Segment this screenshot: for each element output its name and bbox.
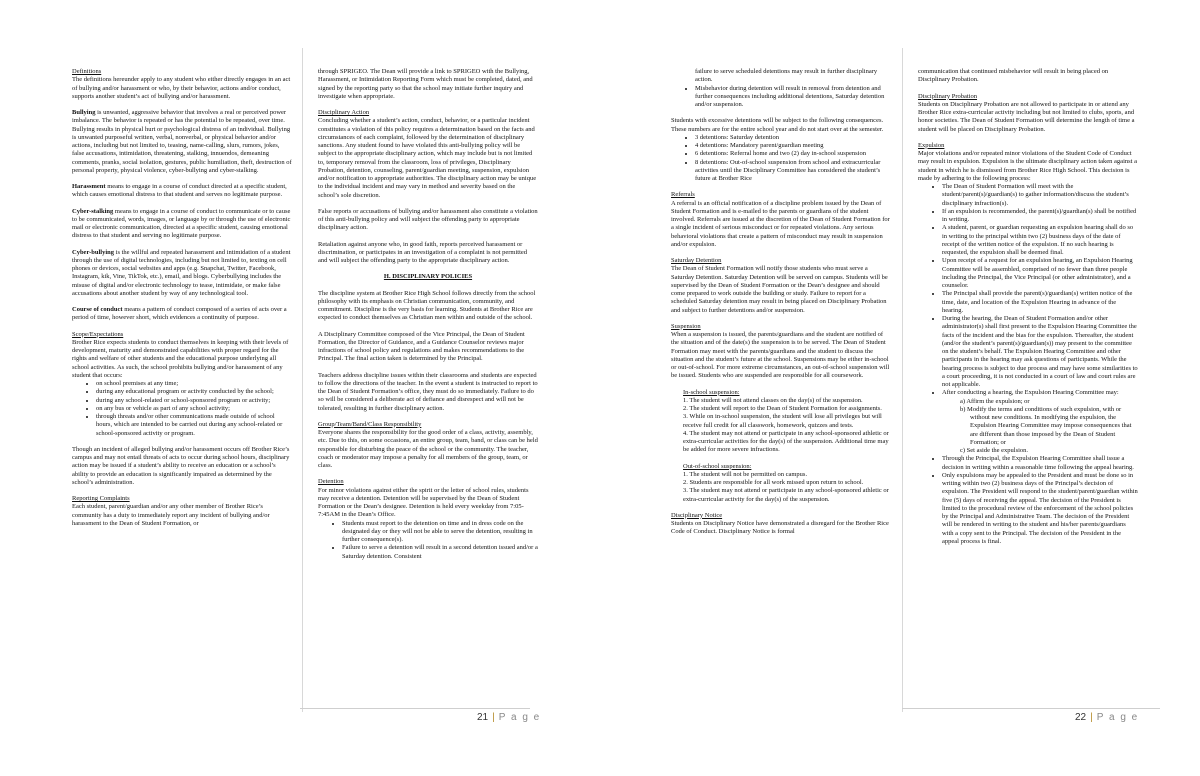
page-label: P a g e (498, 712, 541, 723)
notice-continued-text: communication that continued misbehavior will result in being placed on Disciplinary Probation. (918, 68, 1109, 84)
definitions-text: The definitions hereunder apply to any student who either directly engages in an act of bullying and/or harassment or who, by their behavior, actions and/or conduct, supports another student’s act of bullying and/or harassment. (72, 76, 291, 100)
committee-text: A Disciplinary Committee composed of the Vice Principal, the Dean of Student Formation, the Director of Guidance, and a Guidance Counselor reviews major infractions of school policy and regulations and makes recommendations to the Principal. The final action taken is determined by the Principal. (318, 330, 525, 363)
list-item: • 8 detentions: Out-of-school suspension from school and extracurricular activities until the Disciplinary Committee has considered the student’s future at Brother Rice (695, 159, 891, 184)
out-of-school-heading: Out-of-school suspension: (683, 462, 752, 470)
detention-text: For minor violations against either the spirit or the letter of school rules, students may receive a detention. Detention will be supervised by the Dean of Student Formation or the Dean’s designee. Detention is held every weekday from 7:05-7:45AM in the Dean’s Office. (318, 486, 529, 519)
expulsion-process-list (918, 183, 1138, 546)
referrals-section (671, 191, 891, 249)
page-21-column-2 (318, 68, 538, 708)
retaliation-text: Retaliation against anyone who, in good faith, reports perceived harassment or discrimination, or participates in an investigation of a complaint is not permitted and will subject the offending party to the appropriate disciplinary action. (318, 240, 528, 264)
reporting-continued-text: through SPRIGEO. The Dean will provide a link to SPRIGEO with the Bullying, Harassment, or Intimidation Reporting Form which must be completed, dated, and signed by the reporting party so that the school may initiate further inquiry and investigate when appropriate. (318, 68, 533, 100)
saturday-detention-heading: Saturday Detention (671, 257, 722, 264)
disciplinary-action-heading: Disciplinary Action (318, 109, 370, 116)
false-reports-text: False reports or accusations of bullying and/or harassment also constitute a violation of this anti-bullying policy and will subject the offending party to appropriate disciplinary action. (318, 207, 538, 232)
list-item: • Misbehavior during detention will result in removal from detention and further consequences including additional detentions, Saturday detention and/or suspension. (695, 85, 891, 110)
list-item: • Failure to serve a detention will result in a second detention issued and/or a Saturday detention. Consistent (342, 544, 538, 561)
page-number: 21 (477, 712, 489, 723)
list-item: 4. The student may not attend or participate in any school-sponsored athletic or extra-curricular activities for the day(s) of the suspension. Additional time may be added for more severe infractions. (683, 429, 889, 454)
reporting-section (72, 495, 292, 528)
disciplinary-notice-text: Students on Disciplinary Notice have demonstrated a disregard for the Brother Rice Code of Conduct. Disciplinary Notice is formal (671, 520, 889, 536)
page-separator: | (1090, 712, 1093, 723)
list-item: • during any school-related or school-sponsored program or activity; (96, 397, 292, 405)
footer-rule-left (300, 708, 530, 709)
group-responsibility-section (318, 421, 538, 471)
list-item: 3. The student may not attend or participate in any school-sponsored athletic or extra-curricular activity for the day(s) of the suspension. (683, 487, 889, 503)
list-item: c) Set aside the expulsion. (960, 447, 1029, 454)
scope-section (72, 331, 292, 381)
list-item: b) Modify the terms and conditions of such expulsion, with or without new conditions. In modifying the expulsion, the Expulsion Hearing Committee may impose consequences that are different than those imposed by the Dean of Student Formation; or (960, 405, 1132, 446)
expulsion-heading: Expulsion (918, 141, 945, 149)
list-item: • on school premises at any time; (96, 380, 292, 388)
footer-rule-right (902, 708, 1160, 709)
disciplinary-notice-section (671, 512, 891, 537)
expulsion-section (918, 142, 1138, 183)
disciplinary-probation-section (918, 93, 1138, 134)
list-item: • Only expulsions may be appealed to the President and must be done so in writing within two (2) business days of the Principal’s decision of expulsion. The President will respond to the student/parent/guardian within five (5) days of receiving the appeal. The decision of the President is limited to the procedural review of the enforcement of the school policies by the Principal and Administrative Team. The decision of the President will be rendered in writing to the student and his/her parents/guardians with a copy sent to the Principal. The decision of the President in the appeal process is final. (942, 472, 1138, 546)
disciplinary-probation-text: Students on Disciplinary Probation are not allowed to participate in or attend any Brother Rice extra-curricular activity including but not limited to clubs, sports, and honor societies. The Dean of Student Formation will determine the length of time a student will be placed on Disciplinary Probation. (918, 100, 1135, 133)
detention-heading: Detention (318, 478, 344, 486)
list-item (942, 389, 1138, 455)
suspension-heading: Suspension (671, 322, 701, 330)
cyberbullying-text: is the willful and repeated harassment and intimidation of a student through the use of digital technologies, including but not limited to, texting on cell phones or devices, social websites and apps (e.g. Snapchat, Twitter, Facebook, Instagram, kik, Vine, TikTok, etc.), email, and blogs. Cyberbullying includes the misuse of digital and/or electronic technology to tease, intimidate, or make false accusations about another student by way of any technological tool. (72, 248, 291, 297)
page-22-column-2 (918, 68, 1138, 708)
list-item: • Upon receipt of a request for an expulsion hearing, an Expulsion Hearing Committee will be assembled, comprised of no fewer than three people including the Principal, the Vice Principal (or other administrator), and a counselor. (942, 257, 1138, 290)
list-item: • 3 detentions: Saturday detention (695, 134, 891, 142)
left-page-column-divider (302, 48, 303, 712)
group-responsibility-heading: Group/Team/Band/Class Responsibility (318, 420, 422, 428)
right-page-column-divider (902, 48, 903, 712)
list-item: 2. The student will report to the Dean of Student Formation for assignments. (683, 405, 882, 412)
list-item: • The Dean of Student Formation will meet with the student/parent(s)/guardian(s) to gather information/discuss the student’s disciplinary infraction(s). (942, 183, 1138, 208)
in-school-suspension-block (683, 389, 891, 455)
cyberstalking-text: means to engage in a course of conduct to communicate or to cause to be communicated, words, images, or language by or through the use of electronic mail or electronic communication, directed at a specific student, causing emotional distress to that student and serving no legitimate purpose. (72, 207, 291, 240)
page-number-21 (477, 712, 541, 723)
list-item: • A student, parent, or guardian requesting an expulsion hearing shall do so in writing to the principal within two (2) business days of the date of receipt of the written notice of the expulsion. If no such hearing is requested, the expulsion shall be deemed final. (942, 224, 1138, 257)
list-item: • 4 detentions: Mandatory parent/guardian meeting (695, 142, 891, 150)
expulsion-text: Major violations and/or repeated minor violations of the Student Code of Conduct may result in expulsion. Expulsion is the ultimate disciplinary action taken against a student in which he is dismissed from Brother Rice High School. This decision is made by adhering to the following process: (918, 150, 1137, 182)
list-item: • During the hearing, the Dean of Student Formation and/or other administrator(s) shall first present to the Expulsion Hearing Committee the facts of the incident and the bias for the expulsion. Thereafter, the student (and/or the student’s parent(s)/guardian(s)) may present to the committee on the student’s behalf. The Expulsion Hearing Committee and other participants in the hearing may ask questions of participants. While the hearing process is subject to due process and may have some similarities to a court proceeding, it is not conducted in a court of law and court rules are not applicable. (942, 315, 1138, 389)
cyberbullying-term: Cyber-bullying (72, 248, 115, 256)
list-item: • on any bus or vehicle as part of any school activity; (96, 405, 292, 413)
course-of-conduct-definition (72, 306, 292, 323)
scope-list (72, 380, 292, 438)
out-of-school-suspension-block (683, 463, 891, 504)
definitions-heading: Definitions (72, 68, 102, 75)
list-item: 1. The student will not attend classes on the day(s) of the suspension. (683, 396, 863, 404)
list-item: • during any educational program or activity conducted by the school; (96, 388, 292, 396)
page-number-22 (1075, 712, 1139, 723)
harassment-definition (72, 183, 292, 200)
disciplinary-action-text: Concluding whether a student’s action, conduct, behavior, or a particular incident constitutes a violation of this policy requires a determination based on the facts and circumstances of each complaint, followed by the determination of disciplinary sanctions. Any student found to have violated this anti-bullying policy will be subject to the appropriate disciplinary action, which may include but is not limited to, temporary removal from the classroom, loss of privileges, Disciplinary Probation, detention, counseling, parent/guardian meeting, suspension, expulsion and/or notification to appropriate authorities. The disciplinary action may be unique to the individual incident and may vary in method and severity based on the school’s sole discretion. (318, 117, 537, 199)
page-separator: | (492, 712, 495, 723)
page-label: P a g e (1096, 712, 1139, 723)
bullying-term: Bullying (72, 109, 96, 116)
reporting-text: Each student, parent/guardian and/or any other member of Brother Rice’s community has a duty to immediately report any incident of bullying and/or harassment to the Dean of Student Formation, or (72, 503, 270, 527)
bullying-text: is unwanted, aggressive behavior that involves a real or perceived power imbalance. The behavior is repeated or has the potential to be repeated, over time. Bullying results in physical hurt or psychological distress of an individual. Bullying is unwanted purposeful written, verbal, nonverbal, or physical behavior and/or actions, including but not limited to, teasing, name-calling, slurs, rumors, jokes, false accusations, intimidation, threatening, stalking, innuendos, demeaning comments, pranks, social isolation, gestures, public humiliation, theft, destruction of personal property, physical violence, cyber-bullying and cyber-stalking. (72, 109, 292, 174)
list-item: a) Affirm the expulsion; or (960, 397, 1030, 405)
list-item: • Through the Principal, the Expulsion Hearing Committee shall issue a decision in writing within a reasonable time following the appeal hearing. (942, 455, 1138, 472)
saturday-detention-section (671, 257, 891, 315)
detention-list-continued (671, 68, 891, 109)
course-of-conduct-term: Course of conduct (72, 306, 123, 313)
disciplinary-notice-heading: Disciplinary Notice (671, 511, 723, 519)
group-responsibility-text: Everyone shares the responsibility for the good order of a class, activity, assembly, etc. Due to this, on some occasions, an entire group, team, band, or class can be held responsible for disturbing the peace of the school or the community. The teacher, coach or moderator may impose a penalty for all members of the group, team, or class. (318, 429, 538, 469)
course-of-conduct-text: means a pattern of conduct composed of a series of acts over a period of time, however short, which evidences a continuity of purpose. (72, 306, 287, 322)
disciplinary-probation-heading: Disciplinary Probation (918, 92, 978, 100)
detention-list (318, 520, 538, 561)
excessive-detentions-text: Students with excessive detentions will be subject to the following consequences. These numbers are for the entire school year and do not start over at the semester. (671, 117, 884, 133)
harassment-text: means to engage in a course of conduct directed at a specific student, which causes emotional distress to that student and serves no legitimate purpose. (72, 183, 287, 199)
referrals-heading: Referrals (671, 191, 695, 199)
reporting-heading: Reporting Complaints (72, 495, 130, 502)
hearing-options-list (960, 398, 1138, 456)
suspension-text: When a suspension is issued, the parents/guardians and the student are notified of the situation and of the date(s) the suspension is to be served. The Dean of Student Formation may meet with the parents/guardians and the student to discuss the situation and the student’s future at the school. Suspensions may be either in-school or out-of-school. For more extreme circumstances, an out-of-school suspension will be issued. Students who are suspended are responsible for all coursework. (671, 331, 890, 380)
suspension-section (671, 323, 891, 381)
page-21-column-1 (72, 68, 292, 708)
disciplinary-action-section (318, 109, 538, 200)
scope-text: Brother Rice expects students to conduct themselves in keeping with their levels of development, maturity and demonstrated capabilities with proper regard for the rights and welfare of other students and the educational purpose underlying all school activities. As such, the school prohibits bullying and/or harassment of any student that occurs: (72, 338, 289, 379)
list-item: • 6 detentions: Referral home and two (2) day in-school suspension (695, 150, 891, 158)
list-item: • If an expulsion is recommended, the parent(s)/guardian(s) shall be notified in writing. (942, 208, 1138, 225)
detention-section (318, 478, 538, 519)
harassment-term: Harassment (72, 183, 106, 190)
list-item: 2. Students are responsible for all work missed upon return to school. (683, 479, 864, 486)
list-item: • Students must report to the detention on time and in dress code on the designated day or they will not be able to serve the detention, resulting in further consequence(s). (342, 520, 538, 545)
hearing-options-intro: After conducting a hearing, the Expulsion Hearing Committee may: (942, 389, 1119, 397)
cyberbullying-definition (72, 249, 292, 299)
teachers-text: Teachers address discipline issues within their classrooms and students are expected to follow the directions of the teacher. In the event a student is instructed to report to the Dean of Student Formation’s office, they must do so immediately. Failure to do so will be considered a deliberate act of defiance and disrespect and will not be tolerated, resulting in further disciplinary action. (318, 371, 538, 412)
scope-heading: Scope/Expectations (72, 330, 124, 338)
list-item: • The Principal shall provide the parent(s)/guardian(s) written notice of the time, date, and location of the Expulsion Hearing in advance of the hearing. (942, 290, 1138, 315)
list-item: • through threats and/or other communications made outside of school hours, which are intended to be carried out during any school-related or school-sponsored activity or program. (96, 413, 292, 438)
list-item: failure to serve scheduled detentions may result in further disciplinary action. (695, 68, 878, 84)
scope-after-text: Though an incident of alleged bullying and/or harassment occurs off Brother Rice’s campus and may not entail threats of acts to occur during school hours, disciplinary action may be issued if a student’s ability to receive an education or a school’s ability to provide an education is significantly impaired as determined by the school’s administration. (72, 445, 290, 486)
section-title: H. DISCIPLINARY POLICIES (383, 273, 473, 281)
list-item: 1. The student will not be permitted on campus. (683, 470, 808, 478)
list-item: 3. While on in-school suspension, the student will lose all privileges but will receive full credit for all classwork, homework, quizzes and tests. (683, 413, 882, 429)
referrals-text: A referral is an official notification of a discipline problem issued by the Dean of Student Formation and is e-mailed to the parents or guardians of the student involved. Referrals are issued at the discretion of the Dean of Student Formation for a single incident of serious misconduct or for repeated violations. Any serious behavioral violations that create a pattern of misconduct may result in suspension and/or expulsion. (671, 199, 890, 248)
definitions-section (72, 68, 292, 101)
page-number: 22 (1075, 712, 1087, 723)
discipline-system-text: The discipline system at Brother Rice High School follows directly from the school philosophy with its emphasis on Christian communication, community, and commitment. Discipline is the very basis for learning. Students at Brother Rice are expected to conduct themselves as Christian men within and outside of the school. (318, 289, 536, 322)
page-22-column-1 (671, 68, 891, 708)
bullying-definition (72, 109, 292, 175)
saturday-detention-text: The Dean of Student Formation will notify those students who must serve a Saturday Detention. Saturday Detention will be served on campus. Students will be supervised by the Dean of Student Formation or the Dean’s designee and should come prepared to work outside the building or study. Failure to report for a scheduled Saturday detention may result in being placed on Disciplinary Probation and subject to further detentions and/or suspension. (671, 265, 888, 314)
cyberstalking-term: Cyber-stalking (72, 207, 114, 215)
in-school-heading: In-school suspension: (683, 388, 740, 396)
cyberstalking-definition (72, 208, 292, 241)
excessive-detentions-list (671, 134, 891, 184)
